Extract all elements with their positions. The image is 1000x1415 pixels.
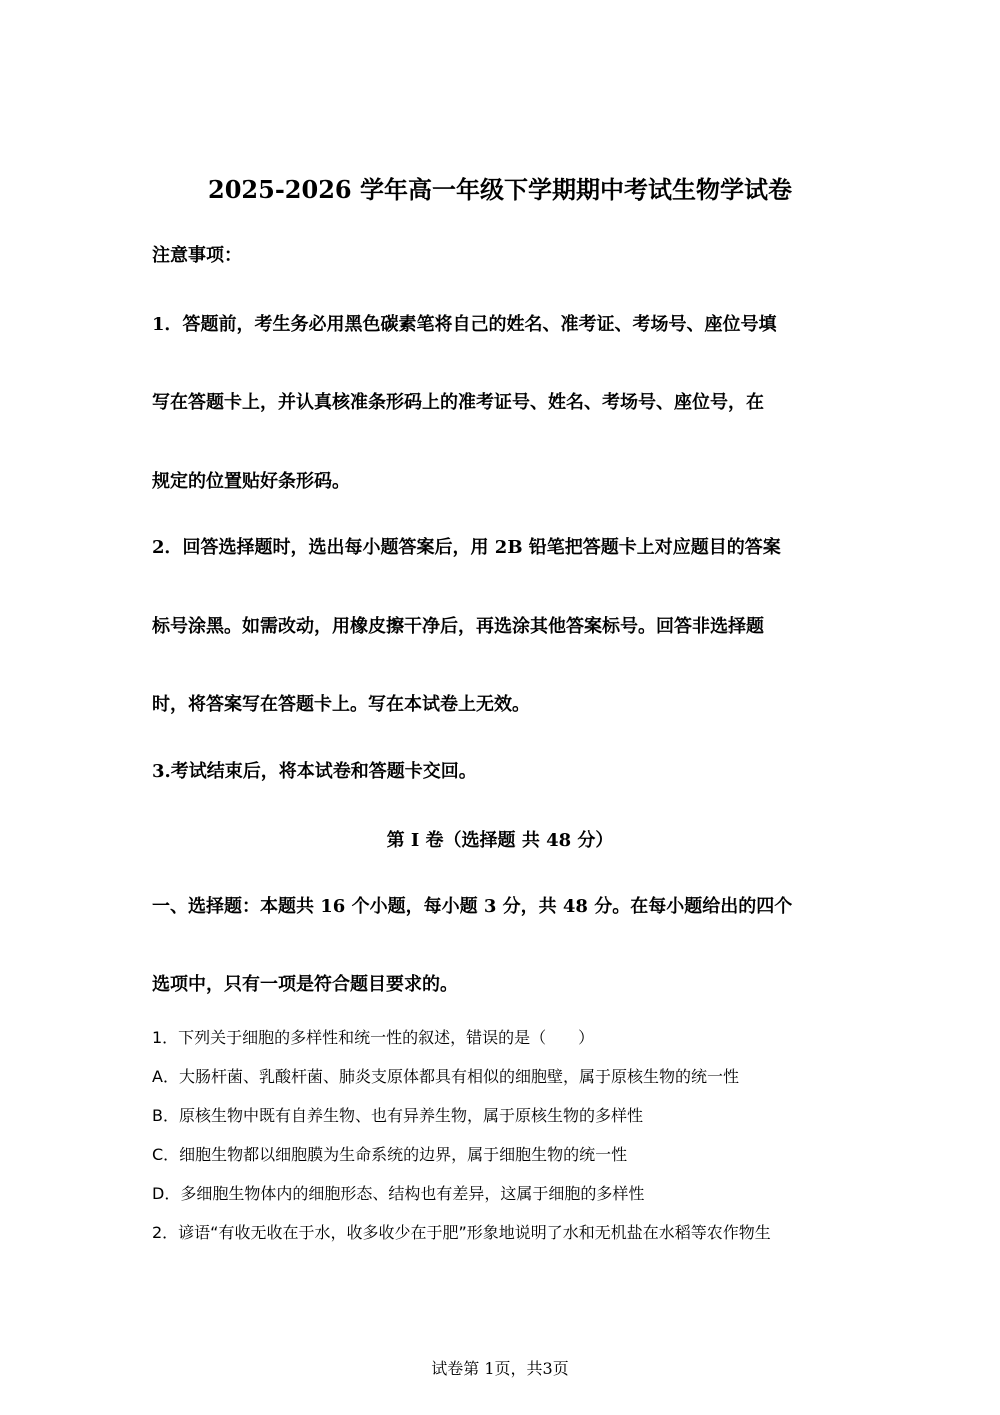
notice-line-2: 写在答题卡上，并认真核准条形码上的准考证号、姓名、考场号、座位号，在 bbox=[152, 392, 764, 413]
volume-title: 第 I 卷（选择题 共 48 分） bbox=[386, 830, 614, 851]
exam-title: 2025-2026 学年高一年级下学期期中考试生物学试卷 bbox=[208, 175, 792, 204]
question-1-option-a: A．大肠杆菌、乳酸杆菌、肺炎支原体都具有相似的细胞壁，属于原核生物的统一性 bbox=[152, 1067, 739, 1086]
notice-line-7: 3.考试结束后，将本试卷和答题卡交回。 bbox=[152, 761, 477, 782]
question-2-stem: 2．谚语“有收无收在于水，收多收少在于肥”形象地说明了水和无机盐在水稻等农作物生 bbox=[152, 1223, 771, 1242]
notice-line-6: 时，将答案写在答题卡上。写在本试卷上无效。 bbox=[152, 694, 530, 715]
question-1-option-d: D．多细胞生物体内的细胞形态、结构也有差异，这属于细胞的多样性 bbox=[152, 1184, 645, 1203]
notice-line-4: 2．回答选择题时，选出每小题答案后，用 2B 铅笔把答题卡上对应题目的答案 bbox=[152, 537, 781, 558]
notice-line-5: 标号涂黑。如需改动，用橡皮擦干净后，再选涂其他答案标号。回答非选择题 bbox=[152, 616, 764, 637]
page-footer: 试卷第 1页，共3页 bbox=[431, 1359, 569, 1378]
section-instruction-1: 一、选择题：本题共 16 个小题，每小题 3 分，共 48 分。在每小题给出的四个 bbox=[152, 896, 793, 917]
question-1-option-b: B．原核生物中既有自养生物、也有异养生物，属于原核生物的多样性 bbox=[152, 1106, 643, 1125]
question-1-stem: 1．下列关于细胞的多样性和统一性的叙述，错误的是（ ） bbox=[152, 1028, 595, 1047]
notice-line-1: 1．答题前，考生务必用黑色碳素笔将自己的姓名、准考证、考场号、座位号填 bbox=[152, 314, 777, 335]
notice-heading: 注意事项： bbox=[152, 245, 242, 266]
notice-line-3: 规定的位置贴好条形码。 bbox=[152, 471, 350, 492]
section-instruction-2: 选项中，只有一项是符合题目要求的。 bbox=[152, 974, 458, 995]
question-1-option-c: C．细胞生物都以细胞膜为生命系统的边界，属于细胞生物的统一性 bbox=[152, 1145, 628, 1164]
